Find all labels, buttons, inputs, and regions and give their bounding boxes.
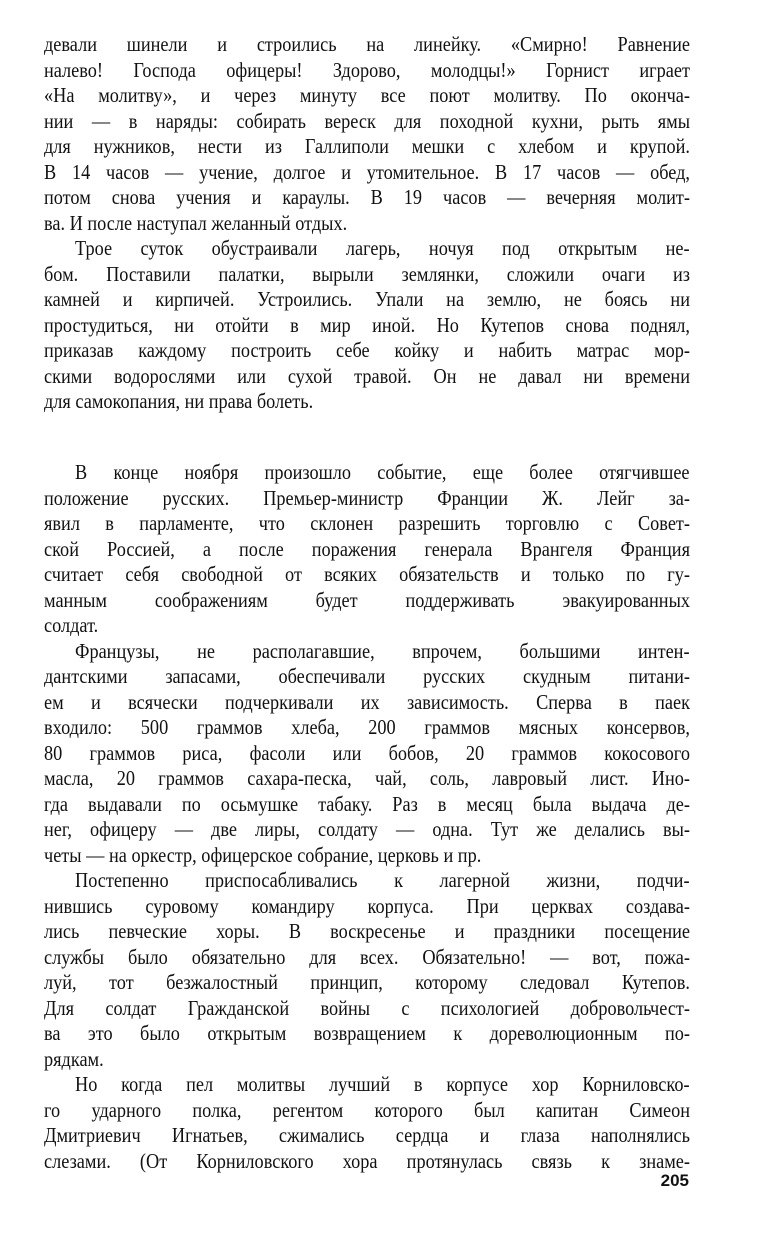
text-line: Но когда пел молитвы лучший в корпусе хор Корниловско- xyxy=(75,1072,690,1096)
text-line: дантскими запасами, обеспечивали русских скудным питани- xyxy=(44,664,690,688)
text-line: Для солдат Гражданской войны с психологией добровольчест- xyxy=(44,995,690,1020)
text-line: камней и кирпичей. Устроились. Упали на землю, не боясь ни xyxy=(44,287,690,311)
text-line: налево! Господа офицеры! Здорово, молодцы!» Горнист играет xyxy=(44,57,690,82)
text-line: четы — на оркестр, офицерское собрание, церковь и пр. xyxy=(44,842,482,867)
text-line: ва это было открытым возвращением к дореволюционным по- xyxy=(44,1021,690,1045)
text-line: слезами. (От Корниловского хора протянулась связь к знаме- xyxy=(44,1148,690,1173)
text-line: бом. Поставили палатки, вырыли землянки, сложили очаги из xyxy=(44,261,690,286)
text-line: рядкам. xyxy=(44,1046,104,1071)
text-line: Дмитриевич Игнатьев, сжимались сердца и глаза наполнялись xyxy=(44,1123,690,1147)
text-line: нившись суровому командиру корпуса. При церквах создава- xyxy=(44,893,690,918)
text-line: гда выдавали по осьмушке табаку. Раз в месяц была выдача де- xyxy=(44,791,690,816)
text-line: потом снова учения и караулы. В 19 часов — вечерняя молит- xyxy=(44,185,690,209)
text-line: В конце ноября произошло событие, еще более отягчившее xyxy=(75,460,690,484)
text-line: Трое суток обустраивали лагерь, ночуя под открытым не- xyxy=(75,236,690,260)
text-line: ва. И после наступал желанный отдых. xyxy=(44,210,348,235)
text-line: ем и всячески подчеркивали их зависимость. Сперва в паек xyxy=(44,689,690,714)
page-number: 205 xyxy=(660,1171,689,1190)
text-line: солдат. xyxy=(44,613,99,637)
text-line: службы было обязательно для всех. Обязательно! — вот, пожа- xyxy=(44,944,690,969)
text-line: входило: 500 граммов хлеба, 200 граммов мясных консервов, xyxy=(44,715,690,739)
text-line: Постепенно приспосабливались к лагерной жизни, подчи- xyxy=(75,868,690,892)
text-line: для самокопания, ни права болеть. xyxy=(44,389,314,413)
text-line: нег, офицеру — две лиры, солдату — одна. Тут же делались вы- xyxy=(44,817,690,841)
text-line: В 14 часов — учение, долгое и утомительное. В 17 часов — обед, xyxy=(44,159,690,184)
text-line: нии — в наряды: собирать вереск для походной кухни, рыть ямы xyxy=(44,108,690,133)
text-line: луй, тот безжалостный принцип, которому следовал Кутепов. xyxy=(44,970,690,994)
text-line: положение русских. Премьер-министр Франции Ж. Лейг за- xyxy=(44,485,690,510)
text-line: девали шинели и строились на линейку. «Смирно! Равнение xyxy=(44,32,690,56)
text-line: для нужников, нести из Галлиполи мешки с хлебом и крупой. xyxy=(44,134,690,158)
text-line: масла, 20 граммов сахара-песка, чай, соль, лавровый лист. Ино- xyxy=(44,766,690,790)
text-line: Французы, не располагавшие, впрочем, большими интен- xyxy=(75,638,690,663)
text-line: 80 граммов риса, фасоли или бобов, 20 граммов кокосового xyxy=(44,740,690,765)
text-line: простудиться, ни отойти в мир иной. Но Кутепов снова поднял, xyxy=(44,312,690,337)
text-line: явил в парламенте, что склонен разрешить торговлю с Совет- xyxy=(44,511,690,535)
text-line: лись певческие хоры. В воскресенье и праздники посещение xyxy=(44,919,690,943)
text-line: ской Россией, а после поражения генерала Врангеля Франция xyxy=(44,536,690,561)
text-line: приказав каждому построить себе койку и набить матрас мор- xyxy=(44,338,690,362)
text-line: го ударного полка, регентом которого был капитан Симеон xyxy=(44,1097,690,1122)
text-line: скими водорослями или сухой травой. Он не давал ни времени xyxy=(44,363,690,388)
text-line: манным соображениям будет поддерживать эвакуированных xyxy=(44,587,690,612)
text-line: «На молитву», и через минуту все поют молитву. По оконча- xyxy=(44,83,690,107)
text-line: считает себя свободной от всяких обязательств и только по гу- xyxy=(44,562,690,586)
